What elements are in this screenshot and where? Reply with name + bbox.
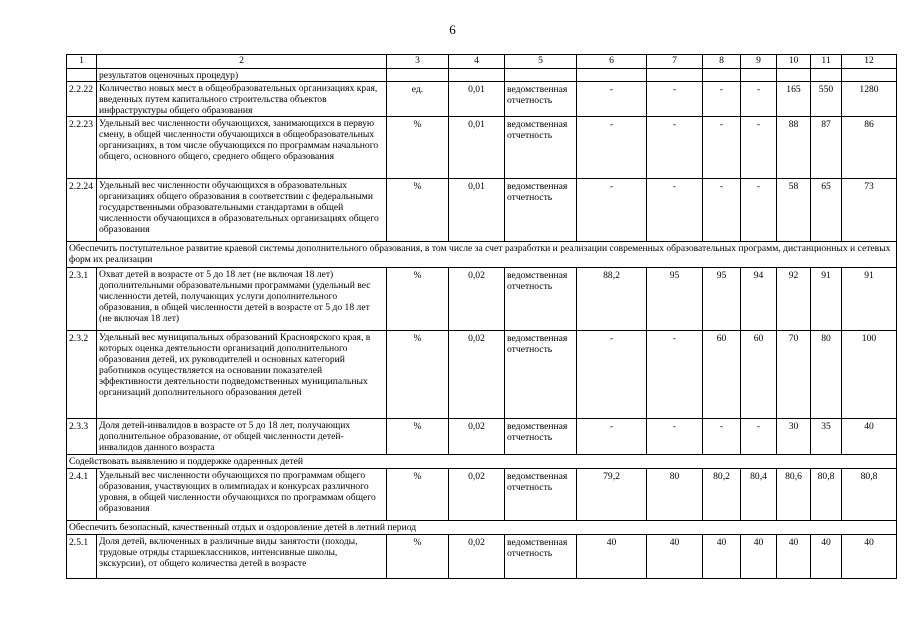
- column-header: 2: [97, 55, 387, 69]
- indicator-value: -: [703, 179, 741, 242]
- indicator-value: 60: [703, 331, 741, 419]
- page-number: 6: [449, 22, 456, 37]
- section-title: Обеспечить безопасный, качественный отдых и оздоровление детей в летний период: [67, 521, 897, 535]
- indicator-weight: 0,02: [449, 419, 505, 455]
- indicator-unit: %: [387, 268, 449, 331]
- indicator-unit: %: [387, 535, 449, 579]
- column-header: 11: [811, 55, 842, 69]
- section-row: [67, 455, 897, 469]
- indicator-value: 40: [811, 535, 842, 579]
- indicator-number: 2.2.22: [67, 82, 97, 117]
- table-body: [67, 55, 897, 579]
- indicator-source: ведомственная отчетность: [505, 419, 577, 455]
- column-header: 5: [505, 55, 577, 69]
- indicator-unit: %: [387, 179, 449, 242]
- indicator-value: -: [741, 179, 777, 242]
- indicator-source: ведомственная отчетность: [505, 331, 577, 419]
- indicator-value: 165: [777, 82, 811, 117]
- indicator-weight: 0,02: [449, 331, 505, 419]
- indicator-name: Удельный вес численности обучающихся в образовательных организациях общего образования в соответствии с федеральными государственными образовательными стандартами в общей численности обучающихся в образовательных организациях общего образования: [97, 179, 387, 242]
- indicator-value: 95: [647, 268, 703, 331]
- indicator-value: 80: [811, 331, 842, 419]
- indicator-value: 40: [842, 535, 897, 579]
- table-row: [67, 331, 897, 419]
- indicator-value: 95: [703, 268, 741, 331]
- indicator-value: 60: [741, 331, 777, 419]
- indicator-name: Количество новых мест в общеобразовательных организациях края, введенных путем капитального строительства объектов инфраструктуры общего образования: [97, 82, 387, 117]
- indicator-unit: %: [387, 419, 449, 455]
- column-header: 6: [577, 55, 647, 69]
- indicator-value: 100: [842, 331, 897, 419]
- table-row: [67, 179, 897, 242]
- indicator-value: 40: [647, 535, 703, 579]
- indicator-value: 40: [703, 535, 741, 579]
- table-row: [67, 419, 897, 455]
- indicator-name: Удельный вес численности обучающихся, занимающихся в первую смену, в общей численности обучающихся в общеобразовательных организациях, в том числе обучающихся по программам начального общего, основного общего, среднего общего образования: [97, 117, 387, 179]
- indicator-number: 2.2.23: [67, 117, 97, 179]
- indicator-name: Удельный вес муниципальных образований Красноярского края, в которых оценка деятельности организаций дополнительного образования детей, их руководителей и основных категорий работников осуществляется на основании показателей эффективности деятельности подведомственных муниципальных организаций дополнительного образования детей: [97, 331, 387, 419]
- indicator-value: 86: [842, 117, 897, 179]
- indicator-value: 40: [842, 419, 897, 455]
- indicator-value: 80,2: [703, 469, 741, 521]
- table-row: [67, 82, 897, 117]
- indicator-value: 87: [811, 117, 842, 179]
- indicator-value: 40: [741, 535, 777, 579]
- indicator-value: -: [741, 117, 777, 179]
- indicator-value: -: [647, 82, 703, 117]
- indicator-value: 40: [577, 535, 647, 579]
- indicator-source: ведомственная отчетность: [505, 469, 577, 521]
- indicator-weight: 0,02: [449, 469, 505, 521]
- indicator-value: -: [741, 82, 777, 117]
- indicator-value: -: [703, 419, 741, 455]
- indicator-value: 550: [811, 82, 842, 117]
- indicator-weight: 0,01: [449, 179, 505, 242]
- indicator-value: 80,8: [842, 469, 897, 521]
- indicator-weight: 0,01: [449, 82, 505, 117]
- indicator-number: 2.2.24: [67, 179, 97, 242]
- column-header: 4: [449, 55, 505, 69]
- indicator-unit: %: [387, 331, 449, 419]
- indicator-source: ведомственная отчетность: [505, 82, 577, 117]
- indicator-number: 2.4.1: [67, 469, 97, 521]
- indicator-value: 91: [811, 268, 842, 331]
- table-row: [67, 535, 897, 579]
- continuation-row: [67, 69, 897, 82]
- indicator-value: 70: [777, 331, 811, 419]
- indicator-value: -: [703, 117, 741, 179]
- indicator-value: 88,2: [577, 268, 647, 331]
- indicator-value: -: [647, 331, 703, 419]
- indicator-source: ведомственная отчетность: [505, 535, 577, 579]
- table-row: [67, 268, 897, 331]
- indicator-value: -: [577, 179, 647, 242]
- indicators-table: [66, 54, 897, 579]
- indicator-value: -: [647, 117, 703, 179]
- indicator-number: 2.5.1: [67, 535, 97, 579]
- section-title: Обеспечить поступательное развитие краевой системы дополнительного образования, в том числе за счет разработки и реализации современных образовательных программ, дистанционных и сетевых форм их реализации: [67, 242, 897, 268]
- indicator-name: Охват детей в возрасте от 5 до 18 лет (не включая 18 лет) дополнительными образовательными программами (удельный вес численности детей, получающих услуги дополнительного образования, в общей численности детей в возрасте от 5 до 18 лет (не включая 18 лет): [97, 268, 387, 331]
- indicator-weight: 0,01: [449, 117, 505, 179]
- table-row: [67, 469, 897, 521]
- indicator-name: Доля детей, включенных в различные виды занятости (походы, трудовые отряды старшеклассников, интенсивные школы, экскурсии), от общего количества детей в возрасте: [97, 535, 387, 579]
- column-header: 10: [777, 55, 811, 69]
- column-header: 9: [741, 55, 777, 69]
- indicator-value: 73: [842, 179, 897, 242]
- indicator-value: 91: [842, 268, 897, 331]
- indicator-value: -: [577, 82, 647, 117]
- indicator-value: -: [647, 419, 703, 455]
- indicator-name: Удельный вес численности обучающихся по программам общего образования, участвующих в олимпиадах и конкурсах различного уровня, в общей численности обучающихся по программам общего образования: [97, 469, 387, 521]
- section-row: [67, 521, 897, 535]
- indicator-source: ведомственная отчетность: [505, 268, 577, 331]
- indicator-number: 2.3.3: [67, 419, 97, 455]
- section-row: [67, 242, 897, 268]
- indicator-name: Доля детей-инвалидов в возрасте от 5 до 18 лет, получающих дополнительное образование, от общей численности детей-инвалидов данного возраста: [97, 419, 387, 455]
- indicator-number: 2.3.1: [67, 268, 97, 331]
- indicator-value: 40: [777, 535, 811, 579]
- column-header: 3: [387, 55, 449, 69]
- column-header-row: [67, 55, 897, 69]
- indicator-source: ведомственная отчетность: [505, 179, 577, 242]
- indicator-value: 58: [777, 179, 811, 242]
- indicator-value: 30: [777, 419, 811, 455]
- indicator-value: 80,6: [777, 469, 811, 521]
- indicator-value: -: [703, 82, 741, 117]
- indicator-value: -: [577, 117, 647, 179]
- section-title: Содействовать выявлению и поддержке одаренных детей: [67, 455, 897, 469]
- indicator-value: 35: [811, 419, 842, 455]
- continuation-text: результатов оценочных процедур): [97, 69, 387, 82]
- indicator-weight: 0,02: [449, 535, 505, 579]
- indicator-unit: %: [387, 117, 449, 179]
- column-header: 8: [703, 55, 741, 69]
- indicator-value: 79,2: [577, 469, 647, 521]
- table-row: [67, 117, 897, 179]
- indicator-value: 80: [647, 469, 703, 521]
- indicator-value: -: [577, 331, 647, 419]
- indicator-value: 80,8: [811, 469, 842, 521]
- column-header: 1: [67, 55, 97, 69]
- indicator-value: 94: [741, 268, 777, 331]
- column-header: 12: [842, 55, 897, 69]
- indicator-value: -: [577, 419, 647, 455]
- indicator-value: 88: [777, 117, 811, 179]
- indicator-value: 1280: [842, 82, 897, 117]
- indicator-value: 80,4: [741, 469, 777, 521]
- indicator-value: 65: [811, 179, 842, 242]
- indicator-unit: ед.: [387, 82, 449, 117]
- indicator-value: -: [741, 419, 777, 455]
- column-header: 7: [647, 55, 703, 69]
- indicator-weight: 0,02: [449, 268, 505, 331]
- indicator-number: 2.3.2: [67, 331, 97, 419]
- indicator-value: -: [647, 179, 703, 242]
- indicator-unit: %: [387, 469, 449, 521]
- indicator-value: 92: [777, 268, 811, 331]
- indicator-source: ведомственная отчетность: [505, 117, 577, 179]
